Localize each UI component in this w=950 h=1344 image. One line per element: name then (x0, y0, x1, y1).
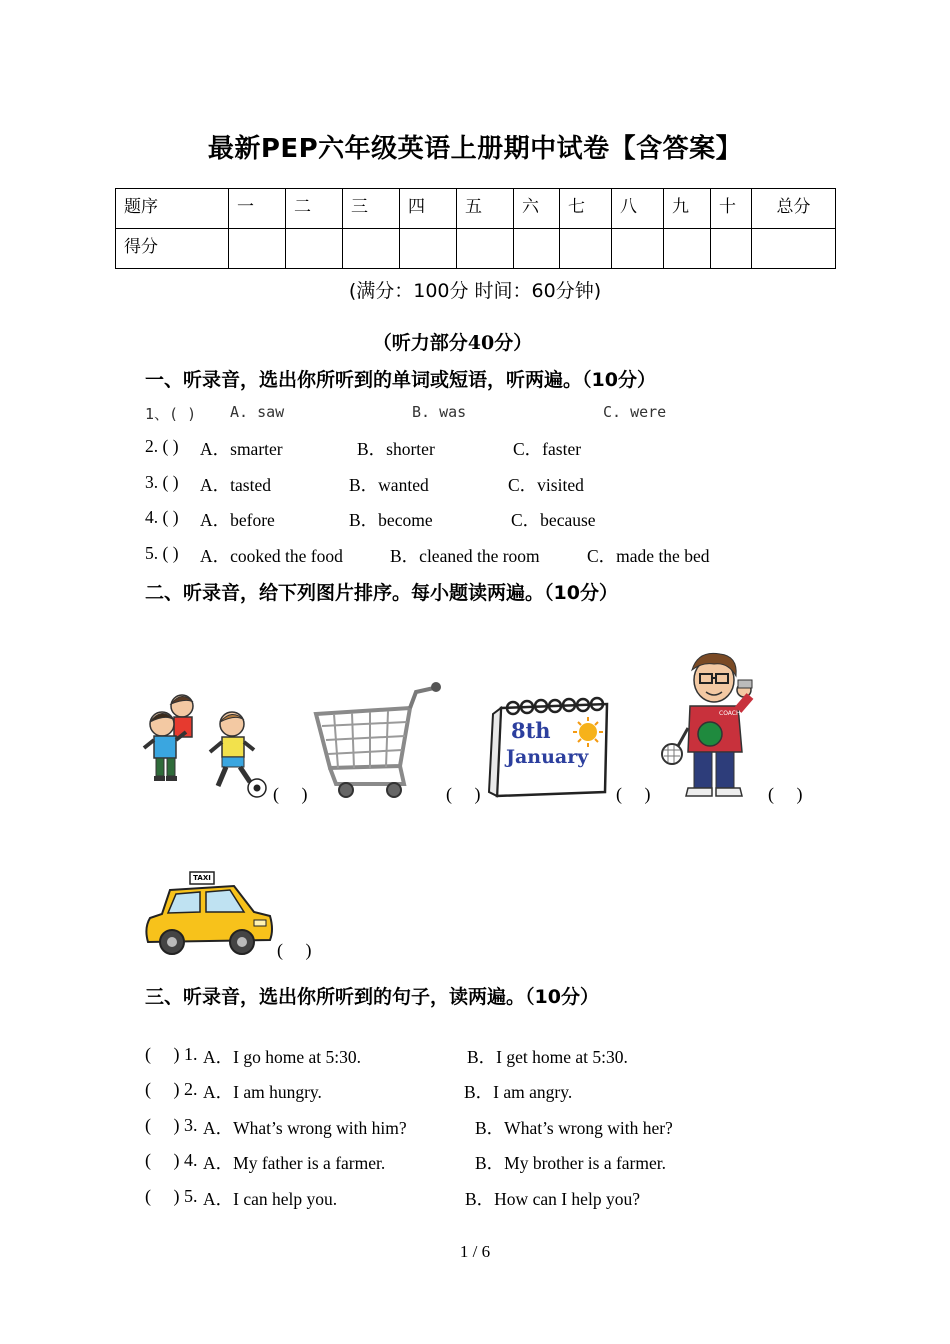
score-cell: 八 (612, 189, 664, 229)
score-cell: 六 (514, 189, 560, 229)
section3-heading: 三、听录音，选出你所听到的句子，读两遍。（10分） (145, 986, 599, 1008)
calendar-day-text: 8th (511, 718, 551, 743)
score-blank[interactable] (664, 229, 711, 269)
option-a[interactable]: A. saw (230, 403, 285, 421)
section2-heading: 二、听录音，给下列图片排序。每小题读两遍。（10分） (145, 582, 618, 604)
question-number: ( ) 1. (145, 1044, 198, 1064)
score-cell: 二 (286, 189, 343, 229)
option-a[interactable]: A．cooked the food (200, 546, 343, 566)
calendar-month-text: January (506, 746, 589, 768)
score-cell: 九 (664, 189, 711, 229)
question-number: 1、( ) (145, 405, 197, 423)
option-a[interactable]: A．before (200, 510, 275, 530)
question-number: 4. ( ) (145, 507, 179, 527)
option-b[interactable]: B. was (412, 403, 467, 421)
question-number: 3. ( ) (145, 472, 179, 492)
score-blank[interactable] (560, 229, 612, 269)
section1-heading: 一、听录音，选出你所听到的单词或短语，听两遍。（10分） (145, 369, 656, 391)
option-c[interactable]: C．faster (513, 439, 582, 459)
score-blank[interactable] (612, 229, 664, 269)
question-number: 2. ( ) (145, 436, 179, 456)
option-c[interactable]: C. were (603, 403, 667, 421)
score-cell: 一 (229, 189, 286, 229)
option-b[interactable]: B．What’s wrong with her? (475, 1118, 673, 1138)
option-b[interactable]: B．I am angry. (464, 1082, 573, 1102)
option-b[interactable]: B．My brother is a farmer. (475, 1153, 666, 1173)
score-blank[interactable] (752, 229, 836, 269)
option-c[interactable]: C．because (511, 510, 596, 530)
option-a[interactable]: A．I can help you. (203, 1189, 338, 1209)
score-blank[interactable] (514, 229, 560, 269)
score-cell: 总分 (752, 189, 836, 229)
question-5 (145, 543, 710, 566)
option-a[interactable]: A．I am hungry. (203, 1082, 322, 1102)
option-b[interactable]: B．How can I help you? (465, 1189, 640, 1209)
option-a[interactable]: A．tasted (200, 475, 271, 495)
option-b[interactable]: B．become (349, 510, 433, 530)
sentence-question-3 (145, 1115, 673, 1138)
answer-blank[interactable]: ( ) (273, 784, 308, 804)
score-table-score-row (116, 229, 836, 269)
answer-blank[interactable]: ( ) (616, 784, 651, 804)
option-a[interactable]: A．smarter (200, 439, 283, 459)
score-cell: 三 (343, 189, 400, 229)
score-cell: 十 (711, 189, 752, 229)
question-2 (145, 436, 582, 459)
question-3 (145, 472, 584, 495)
score-table (115, 188, 836, 269)
score-label: 得分 (116, 229, 229, 269)
option-c[interactable]: C．visited (508, 475, 584, 495)
question-number: ( ) 3. (145, 1115, 198, 1135)
question-1 (145, 403, 667, 424)
answer-blank[interactable]: ( ) (768, 784, 803, 804)
sentence-question-2 (145, 1079, 573, 1102)
sentence-question-5 (145, 1186, 640, 1209)
sentence-question-1 (145, 1044, 628, 1067)
children-football-image (140, 690, 272, 800)
score-cell: 四 (400, 189, 457, 229)
coach-image (658, 648, 770, 800)
option-a[interactable]: A．My father is a farmer. (203, 1153, 386, 1173)
answer-blank[interactable]: ( ) (277, 940, 312, 960)
score-table-header-row (116, 189, 836, 229)
page-number: 1 / 6 (459, 1242, 491, 1261)
question-4 (145, 507, 596, 530)
score-cell: 七 (560, 189, 612, 229)
score-blank[interactable] (286, 229, 343, 269)
option-b[interactable]: B．wanted (349, 475, 429, 495)
score-cell: 题序 (116, 189, 229, 229)
taxi-sign-text: TAXI (193, 874, 211, 882)
shopping-cart-image (312, 678, 444, 802)
option-c[interactable]: C．made the bed (587, 546, 710, 566)
exam-meta: (满分：100分 时间：60分钟) (348, 280, 602, 302)
question-number: ( ) 5. (145, 1186, 198, 1206)
option-b[interactable]: B．cleaned the room (390, 546, 540, 566)
score-blank[interactable] (400, 229, 457, 269)
score-blank[interactable] (711, 229, 752, 269)
question-number: ( ) 2. (145, 1079, 198, 1099)
question-number: 5. ( ) (145, 543, 179, 563)
page-title: 最新PEP六年级英语上册期中试卷【含答案】 (207, 134, 743, 164)
question-number: ( ) 4. (145, 1150, 198, 1170)
score-blank[interactable] (457, 229, 514, 269)
option-a[interactable]: A．I go home at 5:30. (203, 1047, 361, 1067)
sentence-question-4 (145, 1150, 666, 1173)
score-blank[interactable] (229, 229, 286, 269)
calendar-image (487, 694, 613, 800)
option-a[interactable]: A．What’s wrong with him? (203, 1118, 407, 1138)
taxi-image (144, 870, 274, 956)
option-b[interactable]: B．shorter (357, 439, 435, 459)
score-cell: 五 (457, 189, 514, 229)
listening-header: （听力部分40分） (372, 332, 533, 354)
score-blank[interactable] (343, 229, 400, 269)
answer-blank[interactable]: ( ) (446, 784, 481, 804)
coach-shirt-text: COACH (719, 710, 741, 717)
option-b[interactable]: B．I get home at 5:30. (467, 1047, 628, 1067)
